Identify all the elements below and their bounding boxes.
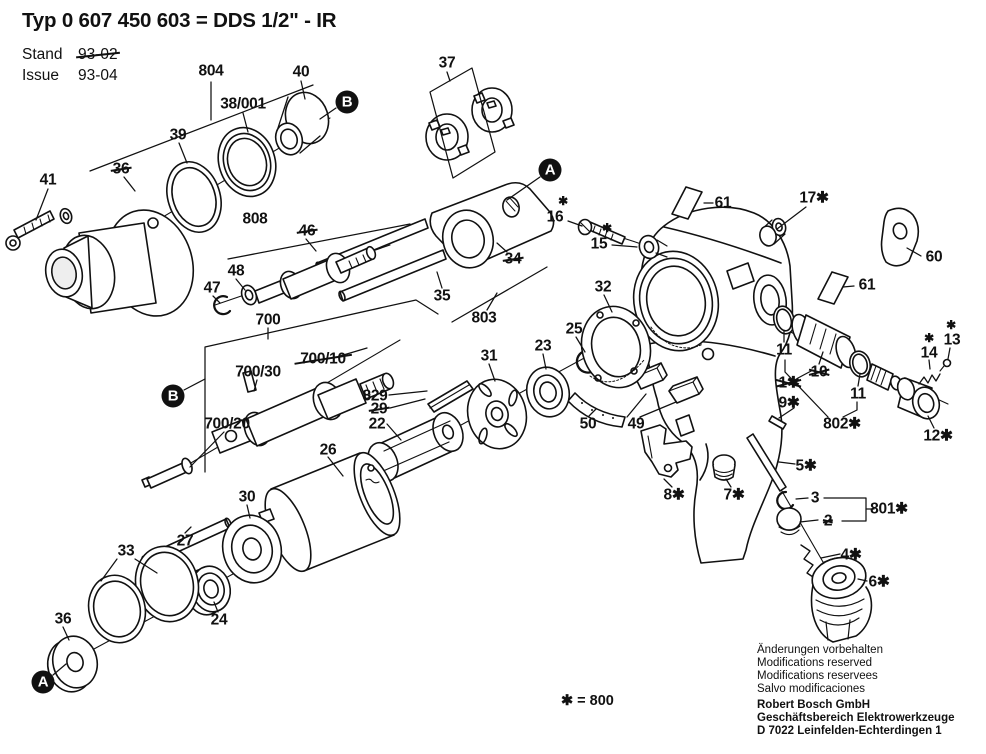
issue-value: 93-04 (78, 67, 118, 84)
part-label-31: 31 (480, 347, 498, 365)
part-label-700-20: 700/20 (204, 415, 250, 433)
part-label-32: 32 (594, 278, 612, 296)
part-label-700-30: 700/30 (235, 363, 281, 381)
part-label-2: 2 (823, 512, 833, 530)
part-label-49: 49 (627, 415, 645, 433)
part-label-B: B (336, 91, 359, 114)
part-label-25: 25 (565, 320, 583, 338)
typ-code: 0 607 450 603 (61, 9, 191, 32)
part-label-801star: 801✱ (870, 500, 908, 518)
part-label-11: 11 (850, 385, 866, 403)
part-label-33: 33 (117, 542, 135, 560)
part-label-39: 39 (169, 126, 187, 144)
legal-line: Robert Bosch GmbH (757, 699, 871, 711)
part-label-61: 61 (858, 276, 876, 294)
legal-block (757, 644, 982, 738)
part-label-A: A (539, 159, 562, 182)
part-label-700: 700 (255, 311, 281, 329)
stand-label: Stand (22, 46, 63, 63)
legal-line: Salvo modificaciones (757, 683, 866, 695)
part-label-15: 15 (590, 235, 608, 253)
part-label-11: 11 (776, 341, 792, 359)
part-label-22: 22 (368, 415, 386, 433)
typ-model: = DDS 1/2" - IR (195, 9, 337, 32)
part-label-47: 47 (203, 279, 221, 297)
part-label-808: 808 (242, 210, 268, 228)
part-label-9star: 9✱ (778, 394, 800, 412)
part-label-B: B (162, 385, 185, 408)
part-label-48: 48 (227, 262, 245, 280)
part-label-37: 37 (438, 54, 456, 72)
legal-line: Modifications reservees (757, 670, 878, 682)
modification-notice (757, 644, 982, 696)
legal-line: Modifications reserved (757, 657, 873, 669)
part-label-star: ✱ (558, 194, 568, 208)
part-label-12star: 12✱ (923, 427, 953, 445)
part-label-24: 24 (210, 611, 228, 629)
part-label-34: 34 (504, 250, 522, 268)
part-label-3: 3 (810, 489, 820, 507)
part-label-700-10: 700/10 (300, 350, 346, 368)
revision-block (22, 44, 118, 86)
part-label-46: 46 (298, 222, 316, 240)
part-label-1star: 1✱ (778, 374, 800, 392)
legal-line: Änderungen vorbehalten (757, 644, 883, 656)
part-label-star: ✱ (924, 331, 934, 345)
page-title (22, 9, 336, 33)
part-label-4star: 4✱ (840, 546, 862, 564)
part-label-38-001: 38/001 (220, 95, 266, 113)
part-label-36: 36 (112, 160, 130, 178)
part-label-26: 26 (319, 441, 337, 459)
part-label-29: 29 (370, 400, 388, 418)
part-label-60: 60 (925, 248, 943, 266)
part-label-16: 16 (546, 208, 564, 226)
part-label-35: 35 (433, 287, 451, 305)
part-label-829: 829 (362, 387, 388, 405)
part-label-10: 10 (810, 363, 828, 381)
part-label-14: 14 (920, 344, 938, 362)
part-label-star: ✱ (602, 221, 612, 235)
company-address (757, 699, 982, 738)
part-label-803: 803 (471, 309, 497, 327)
part-label-41: 41 (39, 171, 57, 189)
part-label-13: 13 (943, 331, 961, 349)
part-label-8star: 8✱ (663, 486, 685, 504)
stand-value: 93-02 (78, 46, 118, 63)
part-label-50: 50 (579, 415, 597, 433)
typ-label: Typ (22, 9, 57, 32)
issue-label: Issue (22, 67, 60, 84)
part-label-17star: 17✱ (799, 189, 829, 207)
part-label-30: 30 (238, 488, 256, 506)
part-label-36: 36 (54, 610, 72, 628)
part-label-27: 27 (176, 532, 194, 550)
part-label-802star: 802✱ (823, 415, 861, 433)
part-label-23: 23 (534, 337, 552, 355)
legal-line: D 7022 Leinfelden-Echterdingen 1 (757, 725, 942, 737)
part-label-5star: 5✱ (795, 457, 817, 475)
legal-line: Geschäftsbereich Elektrowerkzeuge (757, 712, 955, 724)
part-label-star: ✱ (946, 318, 956, 332)
part-label-61: 61 (714, 194, 732, 212)
part-label-7star: 7✱ (723, 486, 745, 504)
part-label-804: 804 (198, 62, 224, 80)
part-label-A: A (32, 671, 55, 694)
part-label-6star: 6✱ (868, 573, 890, 591)
star-legend: ✱ = 800 (561, 693, 614, 709)
part-label-40: 40 (292, 63, 310, 81)
